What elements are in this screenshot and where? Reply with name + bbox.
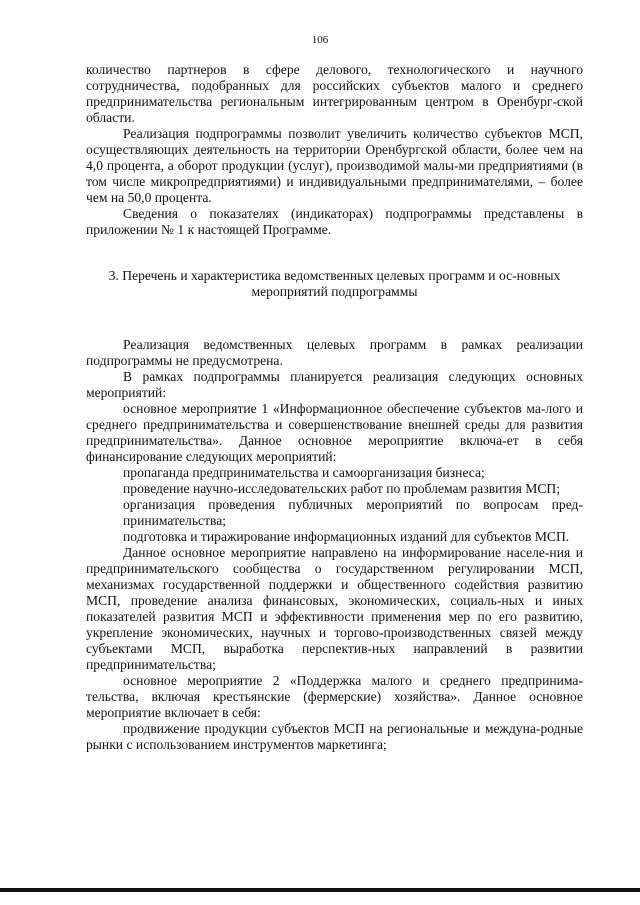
paragraph: Сведения о показателях (индикаторах) подпрограммы представлены в приложении № 1 к настоящей Программе. [86,206,583,237]
paragraph: основное мероприятие 2 «Поддержка малого и среднего предпринима-тельства, включая крестьянские (фермерские) хозяйства». Данное основное мероприятие включает в себя: [86,673,583,720]
page-number: 106 [311,34,329,46]
paragraph: основное мероприятие 1 «Информационное обеспечение субъектов ма-лого и среднего предпринимательства и совершенствование внешней среды для развития предпринимательства». Данное основное мероприятие включа-ет в себя финансирование следующих мероприятий: [86,401,583,464]
paragraph: Данное основное мероприятие направлено на информирование населе-ния и предпринимательского сообщества о государственном регулировании МСП, механизмах государственной поддержки и общественного содействия развитию МСП, проведение анализа финансовых, экономических, социаль-ных и иных показателей развития МСП и эффективности применения мер по его развитию, укрепление экономических, научных и торгово-производственных связей между субъектами МСП, выработка перспектив-ных направлений в развитии предпринимательства; [86,545,583,672]
paragraph: Реализация ведомственных целевых программ в рамках реализации подпрограммы не предусмотрена. [86,337,583,368]
list-item: организация проведения публичных мероприятий по вопросам пред-принимательства; [123,497,583,528]
list-item: пропаганда предпринимательства и самоорганизация бизнеса; [123,465,485,480]
scan-edge-bar [0,888,640,892]
paragraph: количество партнеров в сфере делового, технологического и научного сотрудничества, подобранных для российских субъектов малого и среднего предпринимательства региональным интегрированным центром в Оренбург-ской области. [86,62,583,125]
paragraph: продвижение продукции субъектов МСП на региональные и междуна-родные рынки с использованием инструментов маркетинга; [86,721,583,752]
paragraph: Реализация подпрограммы позволит увеличить количество субъектов МСП, осуществляющих деятельность на территории Оренбургской области, более чем на 4,0 процента, а оборот продукции (услуг), производимой малы-ми предприятиями (в том числе микропредприятиями) и индивидуальными предпринимателями, – более чем на 50,0 процента. [86,126,583,205]
section-heading: 3. Перечень и характеристика ведомственных целевых программ и ос-новных мероприятий подпрограммы [108,268,561,299]
list-item: проведение научно-исследовательских работ по проблемам развития МСП; [123,481,561,496]
list-item: подготовка и тиражирование информационных изданий для субъектов МСП. [123,529,570,544]
document-body [86,62,583,753]
paragraph: В рамках подпрограммы планируется реализация следующих основных мероприятий: [86,369,583,400]
